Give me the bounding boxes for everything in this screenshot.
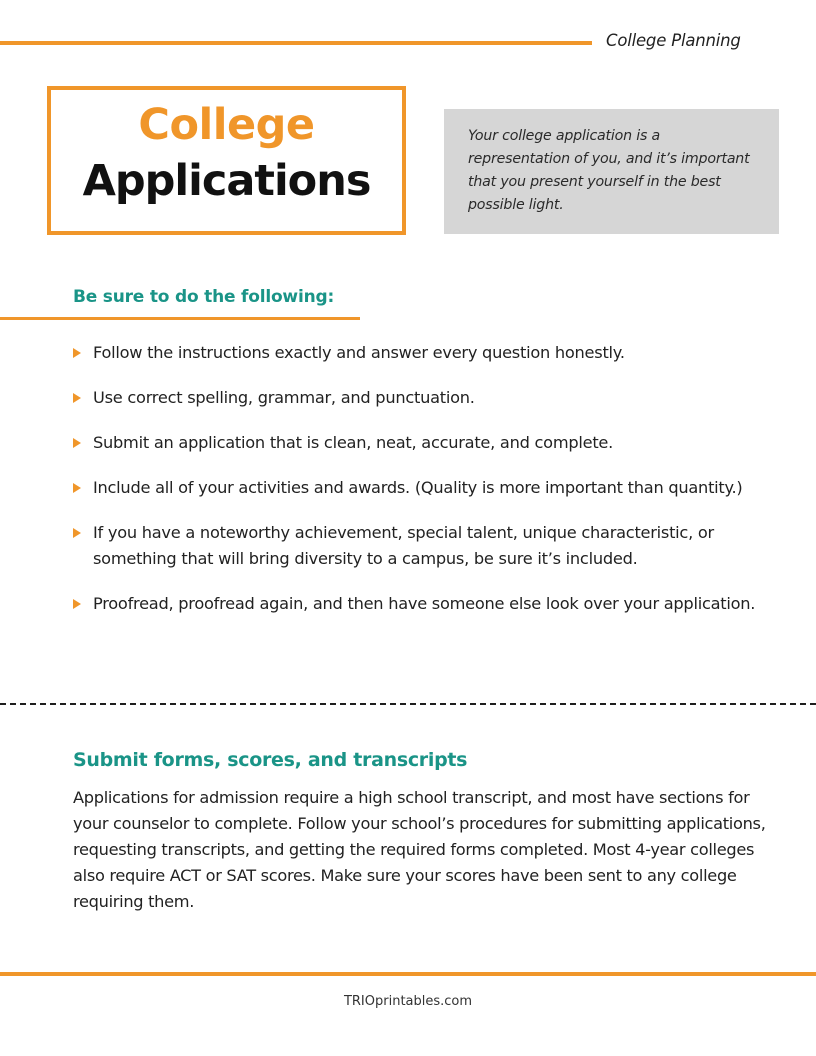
list-item-text: Include all of your activities and awards. (Quality is more important than quantity.) (93, 478, 743, 497)
footer-rule (0, 972, 816, 976)
triangle-right-icon (73, 528, 81, 538)
title-box (47, 86, 406, 235)
header-category-label: College Planning (606, 31, 741, 50)
list-item (73, 475, 773, 501)
list-item (73, 385, 773, 411)
footer-site-link[interactable]: TRIOprintables.com (343, 994, 473, 1009)
list-item-text: Use correct spelling, grammar, and punctuation. (93, 388, 475, 407)
header-rule (0, 41, 592, 45)
intro-callout (444, 109, 779, 234)
section1-rule (0, 317, 360, 320)
dashed-divider (0, 703, 816, 705)
page-title-line2: Applications (82, 156, 371, 206)
intro-text: Your college application is a representation of you, and it’s important that you present yourself in the best possible light. (468, 128, 750, 213)
list-item (73, 520, 773, 572)
section2-heading: Submit forms, scores, and transcripts (73, 749, 468, 771)
triangle-right-icon (73, 599, 81, 609)
list-item-text: Follow the instructions exactly and answer every question honestly. (93, 343, 625, 362)
list-item (73, 591, 773, 617)
triangle-right-icon (73, 348, 81, 358)
triangle-right-icon (73, 393, 81, 403)
triangle-right-icon (73, 483, 81, 493)
list-item (73, 430, 773, 456)
triangle-right-icon (73, 438, 81, 448)
list-item-text: Submit an application that is clean, neat, accurate, and complete. (93, 433, 614, 452)
list-item-text: Proofread, proofread again, and then have someone else look over your application. (93, 594, 756, 613)
section1-heading: Be sure to do the following: (73, 287, 335, 307)
page-title-line1: College (138, 100, 315, 150)
list-item-text: If you have a noteworthy achievement, special talent, unique characteristic, or something that will bring diversity to a campus, be sure it’s included. (93, 523, 714, 568)
checklist (73, 340, 773, 636)
section2-body: Applications for admission require a high school transcript, and most have sections for your counselor to complete. Follow your school’s procedures for submitting applications, requesting transcripts, and getting the required forms completed. Most 4-year colleges also require ACT or SAT scores. Make sure your scores have been sent to any college requiring them. (73, 788, 766, 911)
list-item (73, 340, 773, 366)
